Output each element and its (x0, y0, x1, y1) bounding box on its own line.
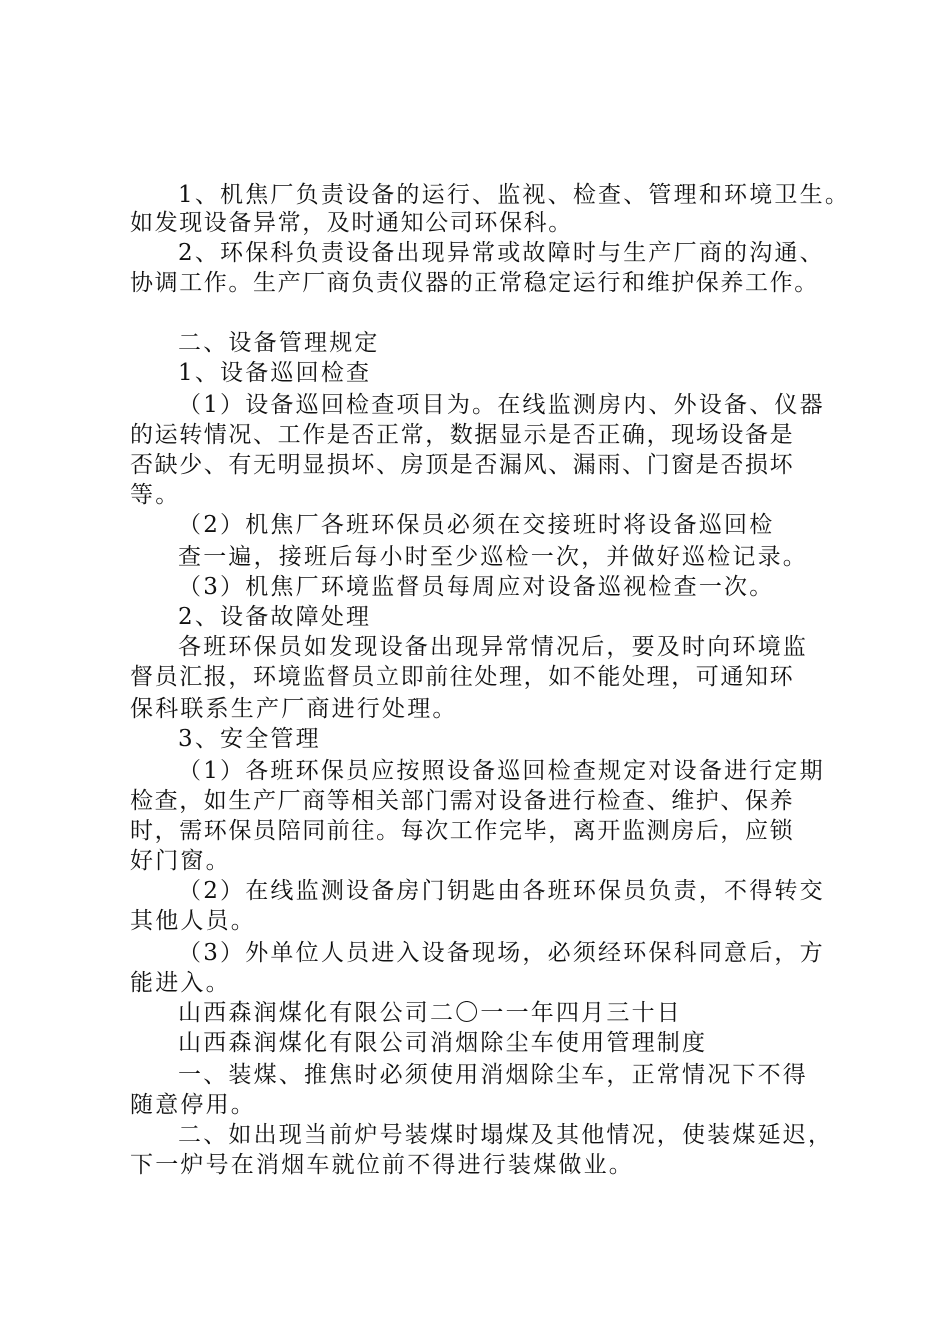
paragraph-line: 2、环保科负责设备出现异常或故障时与生产厂商的沟通、 (178, 240, 825, 266)
paragraph-line: 检查，如生产厂商等相关部门需对设备进行检查、维护、保养 (130, 788, 795, 814)
subsection-heading: 3、安全管理 (178, 726, 321, 752)
document-title: 山西森润煤化有限公司消烟除尘车使用管理制度 (178, 1030, 708, 1056)
signature-date-line: 山西森润煤化有限公司二〇一一年四月三十日 (178, 1000, 682, 1026)
paragraph-line: 时，需环保员陪同前往。每次工作完毕，离开监测房后，应锁 (130, 818, 795, 844)
paragraph-line: 随意停用。 (130, 1092, 256, 1118)
paragraph-line: 的运转情况、工作是否正常，数据显示是否正确，现场设备是 (130, 422, 795, 448)
paragraph-line: 等。 (130, 482, 181, 508)
paragraph-line: （1）设备巡回检查项目为。在线监测房内、外设备、仪器 (178, 392, 825, 418)
paragraph-line: 其他人员。 (130, 908, 256, 934)
paragraph-line: 各班环保员如发现设备出现异常情况后，要及时向环境监 (178, 634, 808, 660)
paragraph-line: 好门窗。 (130, 848, 231, 874)
paragraph-line: 一、装煤、推焦时必须使用消烟除尘车，正常情况下不得 (178, 1062, 808, 1088)
paragraph-line: 查一遍，接班后每小时至少巡检一次，并做好巡检记录。 (178, 544, 808, 570)
subsection-heading: 2、设备故障处理 (178, 604, 372, 630)
paragraph-line: （2）在线监测设备房门钥匙由各班环保员负责，不得转交 (178, 878, 825, 904)
paragraph-line: 能进入。 (130, 970, 231, 996)
paragraph-line: （3）机焦厂环境监督员每周应对设备巡视检查一次。 (178, 574, 775, 600)
paragraph-line: 下一炉号在消烟车就位前不得进行装煤做业。 (130, 1152, 634, 1178)
subsection-heading: 1、设备巡回检查 (178, 360, 372, 386)
paragraph-line: 1、机焦厂负责设备的运行、监视、检查、管理和环境卫生。 (178, 182, 851, 208)
paragraph-line: 督员汇报，环境监督员立即前往处理，如不能处理，可通知环 (130, 664, 795, 690)
section-heading: 二、设备管理规定 (178, 330, 380, 356)
paragraph-line: （1）各班环保员应按照设备巡回检查规定对设备进行定期 (178, 758, 825, 784)
paragraph-line: （2）机焦厂各班环保员必须在交接班时将设备巡回检 (178, 512, 775, 538)
paragraph-line: 二、如出现当前炉号装煤时塌煤及其他情况，使装煤延迟， (178, 1122, 834, 1148)
paragraph-line: 否缺少、有无明显损坏、房顶是否漏风、漏雨、门窗是否损坏 (130, 452, 795, 478)
paragraph-line: 协调工作。生产厂商负责仪器的正常稳定运行和维护保养工作。 (130, 270, 819, 296)
paragraph-line: 如发现设备异常，及时通知公司环保科。 (130, 210, 573, 236)
paragraph-line: （3）外单位人员进入设备现场，必须经环保科同意后，方 (178, 940, 825, 966)
paragraph-line: 保科联系生产厂商进行处理。 (130, 696, 458, 722)
